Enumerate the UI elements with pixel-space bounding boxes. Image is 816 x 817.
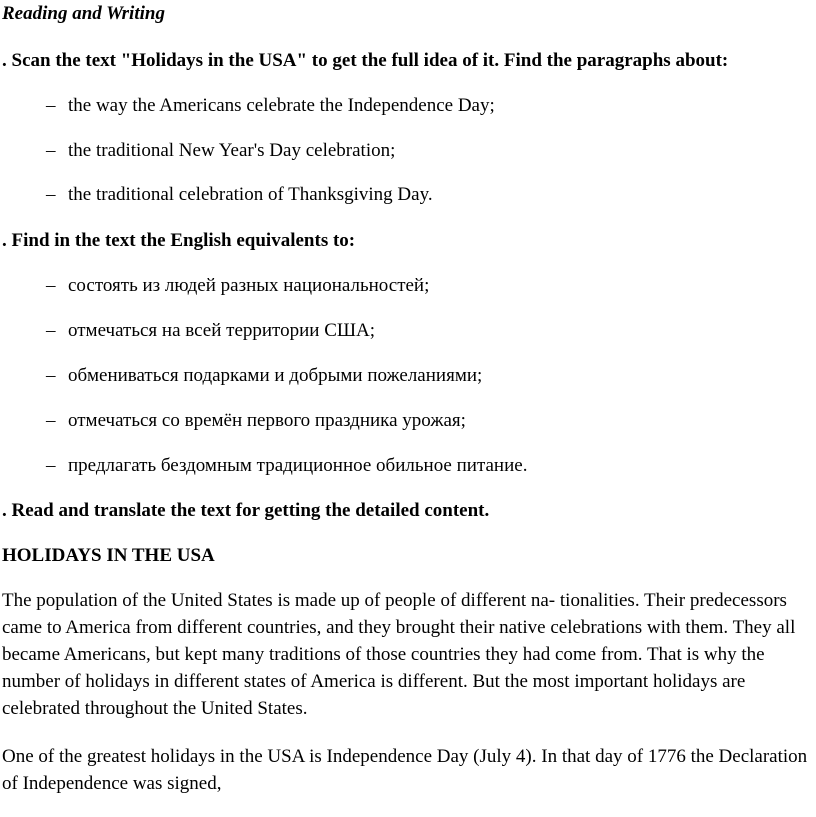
article-paragraph: The population of the United States is made up of people of different na- tionalities. Their predecessors came to America from different countries, and they brought their native celebrations with them. They all became Americans, but kept many traditions of those countries they had come from. That is why the number of holidays in different states of America is different. But the most important holidays are celebrated throughout the United States. — [2, 590, 796, 719]
section-title: Reading and Writing — [2, 3, 165, 24]
task-2-item — [46, 317, 375, 344]
dash-icon: – — [46, 140, 56, 161]
task-2-item-text: отмечаться со времён первого праздника урожая; — [68, 410, 466, 431]
dash-icon: – — [46, 365, 56, 386]
dash-icon: – — [46, 184, 56, 205]
article-title: HOLIDAYS IN THE USA — [2, 545, 215, 566]
article-paragraph: One of the greatest holidays in the USA is Independence Day (July 4). In that day of 1776 the Declaration of Independence was signed, — [2, 746, 808, 794]
task-1-item — [46, 181, 433, 208]
task-1-item-text: the traditional New Year's Day celebration; — [68, 140, 396, 161]
dash-icon: – — [46, 320, 56, 341]
dash-icon: – — [46, 455, 56, 476]
task-2-item — [46, 407, 466, 434]
task-1-item — [46, 137, 395, 164]
task-2-item-text: состоять из людей разных национальностей; — [68, 275, 430, 296]
task-2-item-text: обмениваться подарками и добрыми пожеланиями; — [68, 365, 483, 386]
task-2-instruction: . Find in the text the English equivalents to: — [2, 230, 356, 251]
task-2-item — [46, 452, 527, 479]
dash-icon: – — [46, 410, 56, 431]
task-3-instruction: . Read and translate the text for getting the detailed content. — [2, 500, 490, 521]
task-1-item-text: the traditional celebration of Thanksgiving Day. — [68, 184, 433, 205]
task-2-item-text: предлагать бездомным традиционное обильное питание. — [68, 455, 528, 476]
task-1-item — [46, 92, 495, 119]
dash-icon: – — [46, 95, 56, 116]
dash-icon: – — [46, 275, 56, 296]
task-2-item — [46, 362, 482, 389]
task-2-item-text: отмечаться на всей территории США; — [68, 320, 376, 341]
task-1-instruction: . Scan the text "Holidays in the USA" to get the full idea of it. Find the paragraphs about: — [2, 50, 729, 71]
task-2-item — [46, 272, 429, 299]
task-1-item-text: the way the Americans celebrate the Independence Day; — [68, 95, 495, 116]
